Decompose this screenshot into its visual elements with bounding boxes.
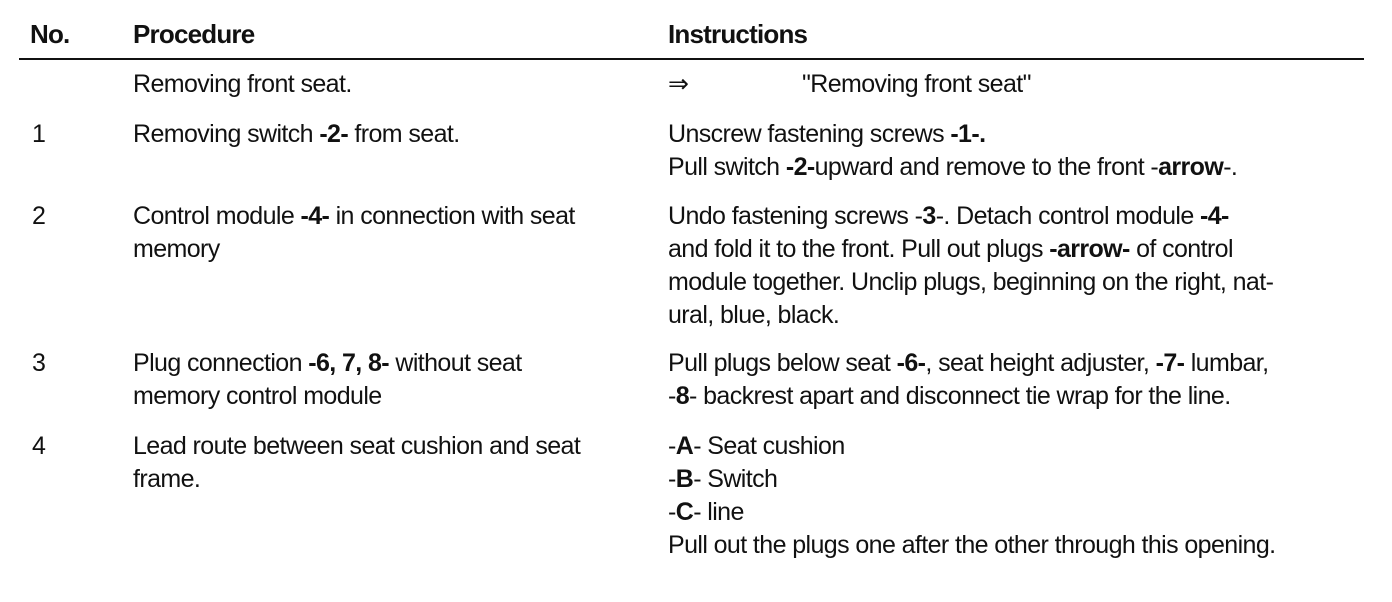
procedure-cell: Control module -4- in connection with seat memory <box>133 202 575 263</box>
header-procedure: Procedure <box>133 19 255 49</box>
procedure-cell: Removing front seat. <box>133 70 352 98</box>
instructions-cell <box>668 68 1368 101</box>
instructions-cell: Undo fastening screws -3-. Detach control module -4- and fold it to the front. Pull out plugs -arrow- of control module together. Unclip plugs, beginning on the right, nat- ural, blue, black. <box>668 202 1274 329</box>
row-number: 4 <box>32 432 46 460</box>
procedure-cell: Lead route between seat cushion and seat frame. <box>133 432 581 493</box>
row-number: 1 <box>32 120 46 148</box>
table-header <box>0 17 1392 57</box>
header-divider <box>19 58 1364 60</box>
row-number: 3 <box>32 349 46 377</box>
instructions-cell: Pull plugs below seat -6-, seat height adjuster, -7- lumbar, -8- backrest apart and disconnect tie wrap for the line. <box>668 349 1269 410</box>
instructions-cell: -A- Seat cushion -B- Switch -C- line Pull out the plugs one after the other through this opening. <box>668 432 1276 559</box>
procedure-cell: Removing switch -2- from seat. <box>133 120 460 148</box>
reference-link: "Removing front seat" <box>802 70 1031 98</box>
procedure-cell: Plug connection -6, 7, 8- without seat memory control module <box>133 349 522 410</box>
instructions-cell: Unscrew fastening screws -1-. Pull switch -2-upward and remove to the front -arrow-. <box>668 120 1238 181</box>
right-arrow-icon: ⇒ <box>668 70 689 98</box>
header-no: No. <box>30 19 70 49</box>
header-instructions: Instructions <box>668 19 808 49</box>
row-number: 2 <box>32 202 46 230</box>
